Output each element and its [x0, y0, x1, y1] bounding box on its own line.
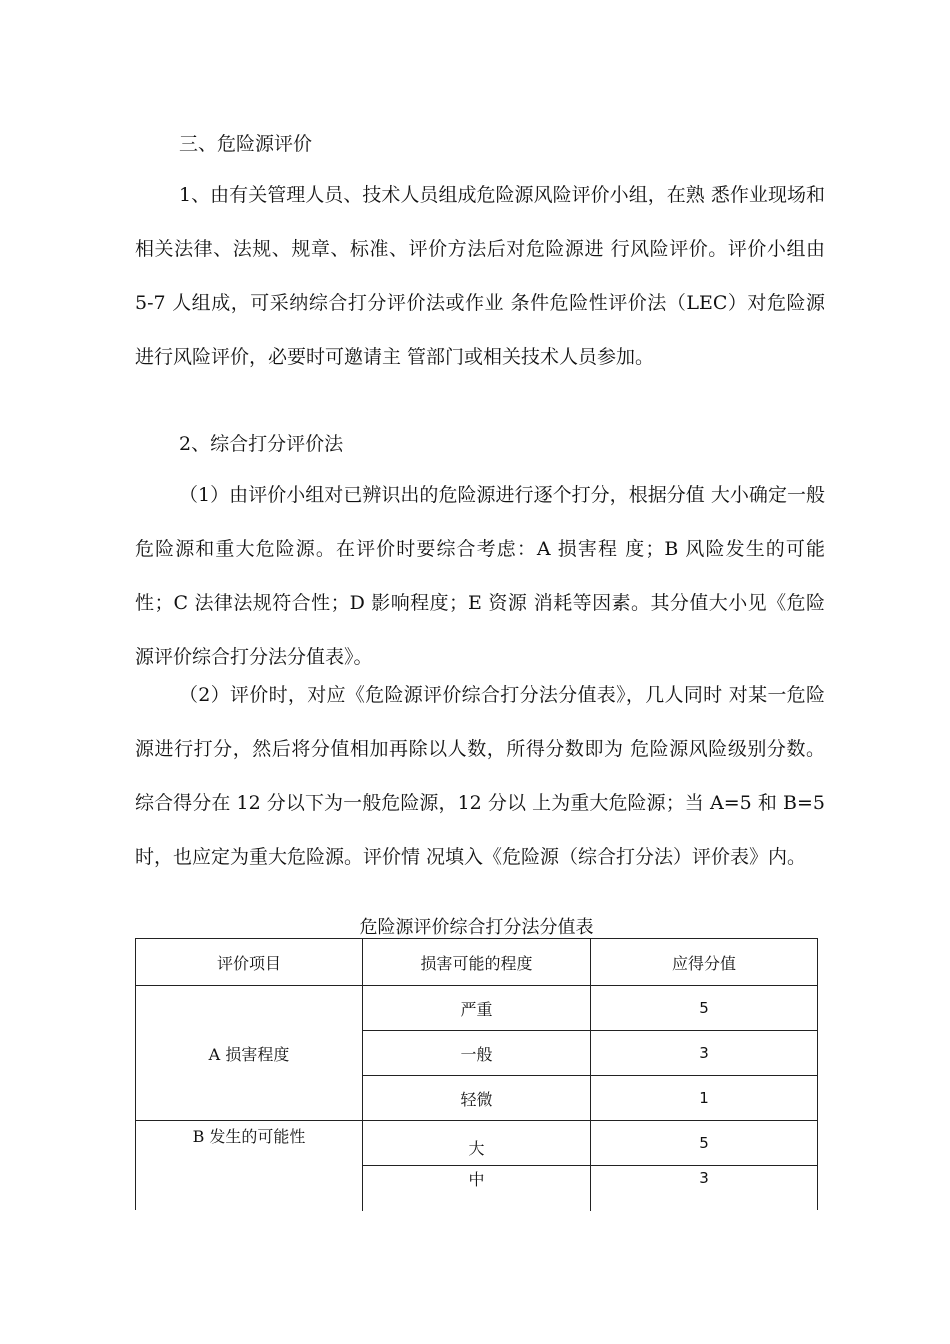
item-b-likelihood: B 发生的可能性 — [192, 1126, 306, 1146]
paragraph-evaluation-team: 1、由有关管理人员、技术人员组成危险源风险评价小组，在熟 悉作业现场和相关法律、法规、规章、标准、评价方法后对危险源进 行风险评价。评价小组由 5-7 人组成，可采纳综合打分评价法或作业 条件危险性评价法（LEC）对危险源进行风险评价，必要时可邀请主 管部门或相关技术人员参加。 — [135, 184, 825, 368]
subheading-scoring-method: 2、综合打分评价法 — [179, 433, 344, 455]
paragraph-scoring-procedure: （2）评价时，对应《危险源评价综合打分法分值表》，几人同时 对某一危险源进行打分，然后将分值相加再除以人数，所得分数即为 危险源风险级别分数。综合得分在 12 分以下为一般危险源，12 分以 上为重大危险源；当 A=5 和 B=5 时，也应定为重大危险源。评价情 况填入《危险源（综合打分法）评价表》内。 — [135, 684, 825, 868]
degree-cell: 中 — [468, 1169, 485, 1189]
degree-cell: 严重 — [460, 999, 493, 1019]
score-cell: 3 — [699, 1169, 709, 1187]
degree-cell: 大 — [468, 1138, 485, 1158]
score-table — [135, 938, 818, 1210]
score-cell: 3 — [699, 1044, 709, 1062]
score-cell: 1 — [699, 1089, 709, 1107]
section-heading: 三、危险源评价 — [179, 133, 313, 155]
score-cell: 5 — [699, 1134, 709, 1152]
score-cell: 5 — [699, 999, 709, 1017]
header-degree: 损害可能的程度 — [420, 953, 533, 973]
degree-cell: 轻微 — [460, 1089, 493, 1109]
header-score: 应得分值 — [671, 953, 736, 973]
degree-cell: 一般 — [460, 1044, 493, 1064]
header-item: 评价项目 — [216, 953, 281, 973]
item-a-damage-degree: A 损害程度 — [208, 1044, 290, 1064]
paragraph-scoring-factors: （1）由评价小组对已辨识出的危险源进行逐个打分，根据分值 大小确定一般危险源和重大危险源。在评价时要综合考虑：A 损害程 度；B 风险发生的可能性；C 法律法规符合性；D 影响程度；E 资源 消耗等因素。其分值大小见《危险源评价综合打分法分值表》。 — [135, 484, 825, 668]
table-title: 危险源评价综合打分法分值表 — [359, 917, 594, 938]
